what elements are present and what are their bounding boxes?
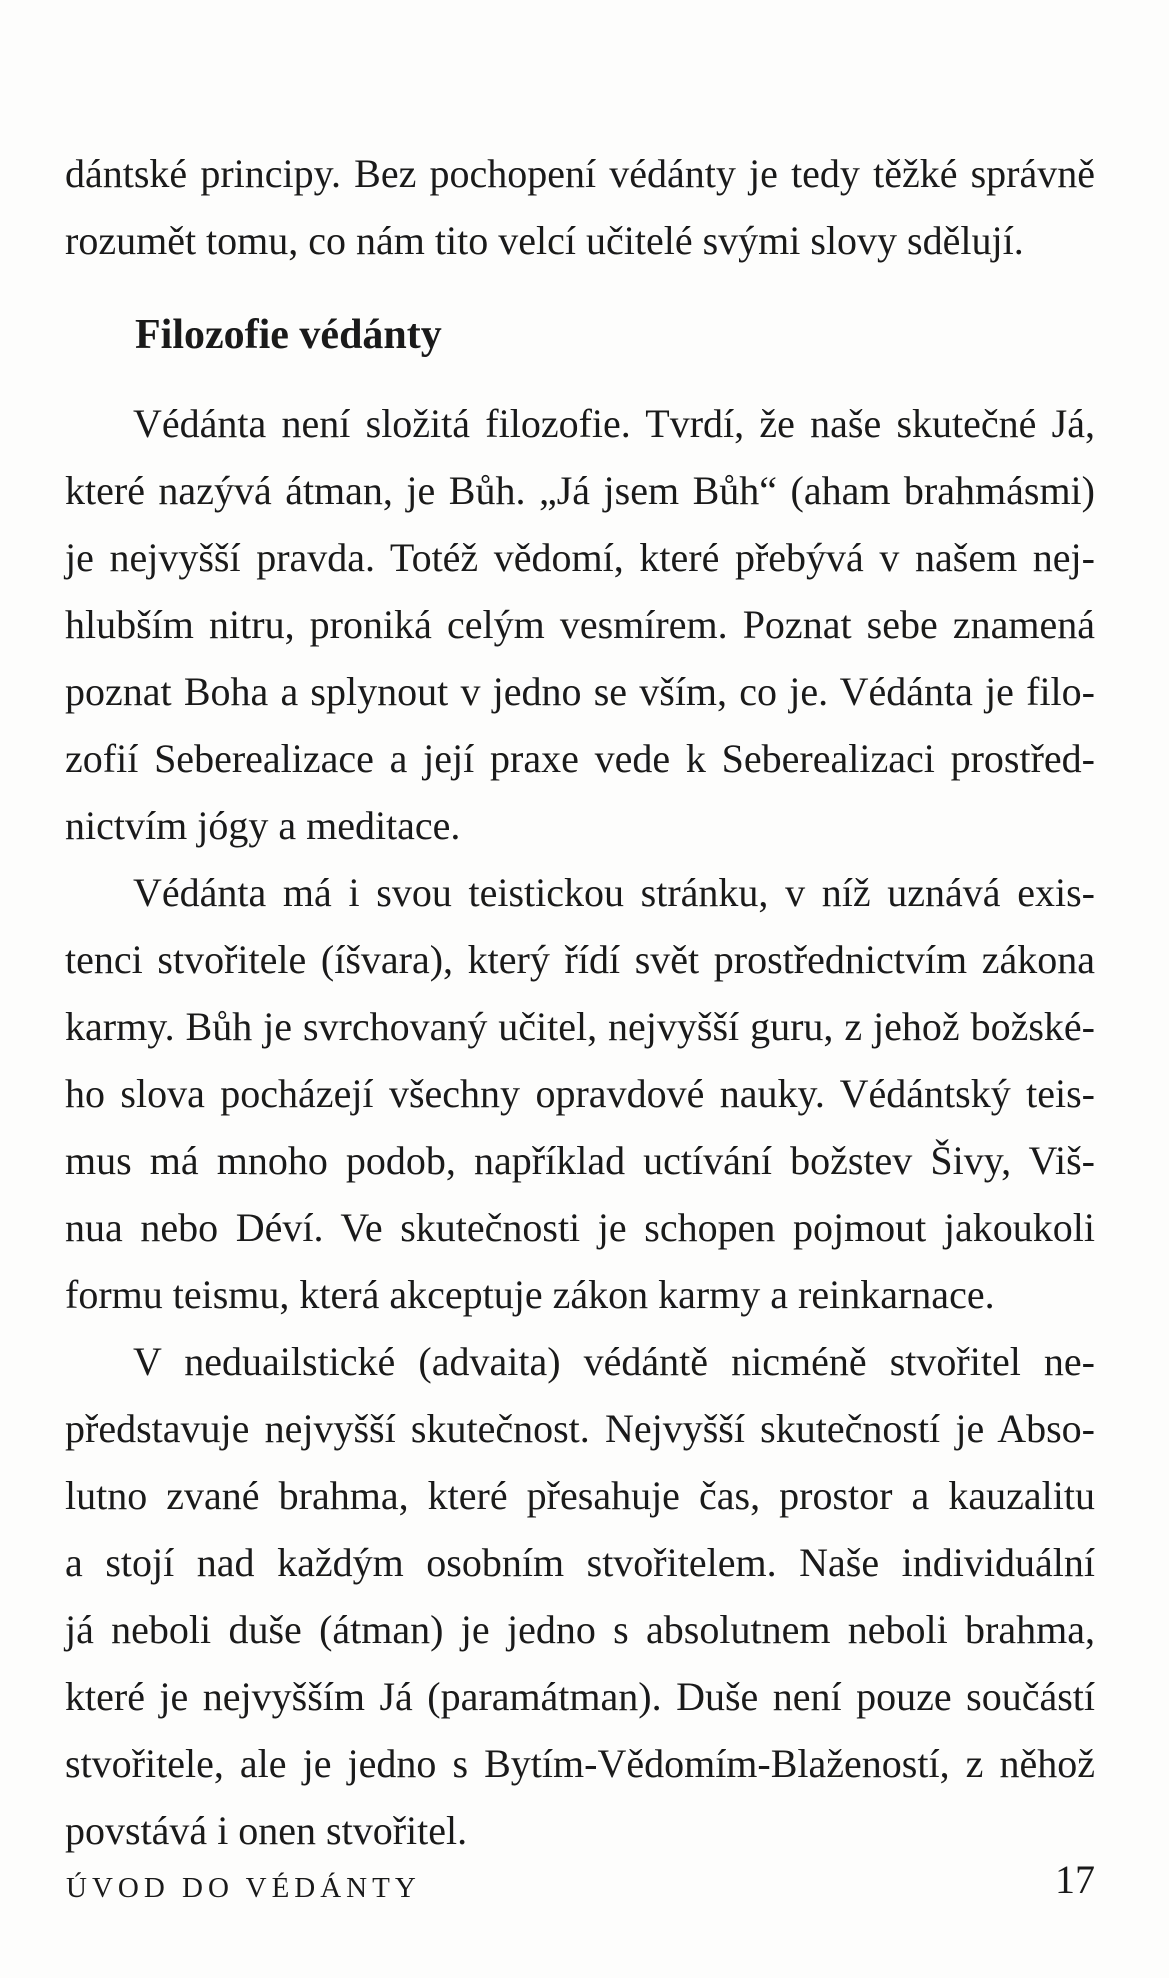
text-line: karmy. Bůh je svrchovaný učitel, nejvyšší guru, z jehož božské- bbox=[65, 1004, 1095, 1049]
intro-paragraph bbox=[65, 140, 1095, 274]
text-line: mus má mnoho podob, například uctívání božstev Šivy, Viš- bbox=[65, 1138, 1095, 1183]
text-line: které je nejvyšším Já (paramátman). Duše není pouze součástí bbox=[65, 1674, 1095, 1719]
text-line: které nazývá átman, je Bůh. „Já jsem Bůh“ (aham brahmásmi) bbox=[65, 468, 1095, 513]
paragraph bbox=[65, 1328, 1095, 1864]
text-line: zofií Seberealizace a její praxe vede k Seberealizaci prostřed- bbox=[65, 736, 1095, 781]
text-line: lutno zvané brahma, které přesahuje čas, prostor a kauzalitu bbox=[65, 1473, 1095, 1518]
text-line: Védánta není složitá filozofie. Tvrdí, že naše skutečné Já, bbox=[133, 401, 1095, 446]
paragraph bbox=[65, 390, 1095, 859]
text-line: tenci stvořitele (íšvara), který řídí svět prostřednictvím zákona bbox=[65, 937, 1095, 982]
text-line: a stojí nad každým osobním stvořitelem. Naše individuální bbox=[65, 1540, 1095, 1585]
text-line: nictvím jógy a meditace. bbox=[65, 803, 461, 848]
text-line: nua nebo Déví. Ve skutečnosti je schopen pojmout jakoukoli bbox=[65, 1205, 1095, 1250]
text-line: ho slova pocházejí všechny opravdové nauky. Védántský teis- bbox=[65, 1071, 1095, 1116]
text-line: rozumět tomu, co nám tito velcí učitelé svými slovy sdělují. bbox=[65, 218, 1024, 263]
text-line: představuje nejvyšší skutečnost. Nejvyšší skutečností je Abso- bbox=[65, 1406, 1095, 1451]
text-line: formu teismu, která akceptuje zákon karmy a reinkarnace. bbox=[65, 1272, 995, 1317]
text-line: poznat Boha a splynout v jedno se vším, co je. Védánta je filo- bbox=[65, 669, 1095, 714]
paragraph bbox=[65, 859, 1095, 1328]
text-line: hlubším nitru, proniká celým vesmírem. Poznat sebe znamená bbox=[65, 602, 1095, 647]
text-line: já neboli duše (átman) je jedno s absolutnem neboli brahma, bbox=[65, 1607, 1095, 1652]
text-line: stvořitele, ale je jedno s Bytím-Vědomím-Blažeností, z něhož bbox=[65, 1741, 1095, 1786]
text-line: je nejvyšší pravda. Totéž vědomí, které přebývá v našem nej- bbox=[65, 535, 1095, 580]
text-line: Védánta má i svou teistickou stránku, v níž uznává exis- bbox=[133, 870, 1095, 915]
text-line: V neduailstické (advaita) védántě nicméně stvořitel ne- bbox=[133, 1339, 1095, 1384]
section-heading: Filozofie védánty bbox=[135, 312, 442, 358]
text-line: dántské principy. Bez pochopení védánty je tedy těžké správně bbox=[65, 151, 1095, 196]
page-number: 17 bbox=[1055, 1857, 1095, 1902]
running-title: ÚVOD DO VÉDÁNTY bbox=[66, 1872, 421, 1904]
text-line: povstává i onen stvořitel. bbox=[65, 1808, 468, 1853]
section-body bbox=[65, 390, 1095, 1864]
